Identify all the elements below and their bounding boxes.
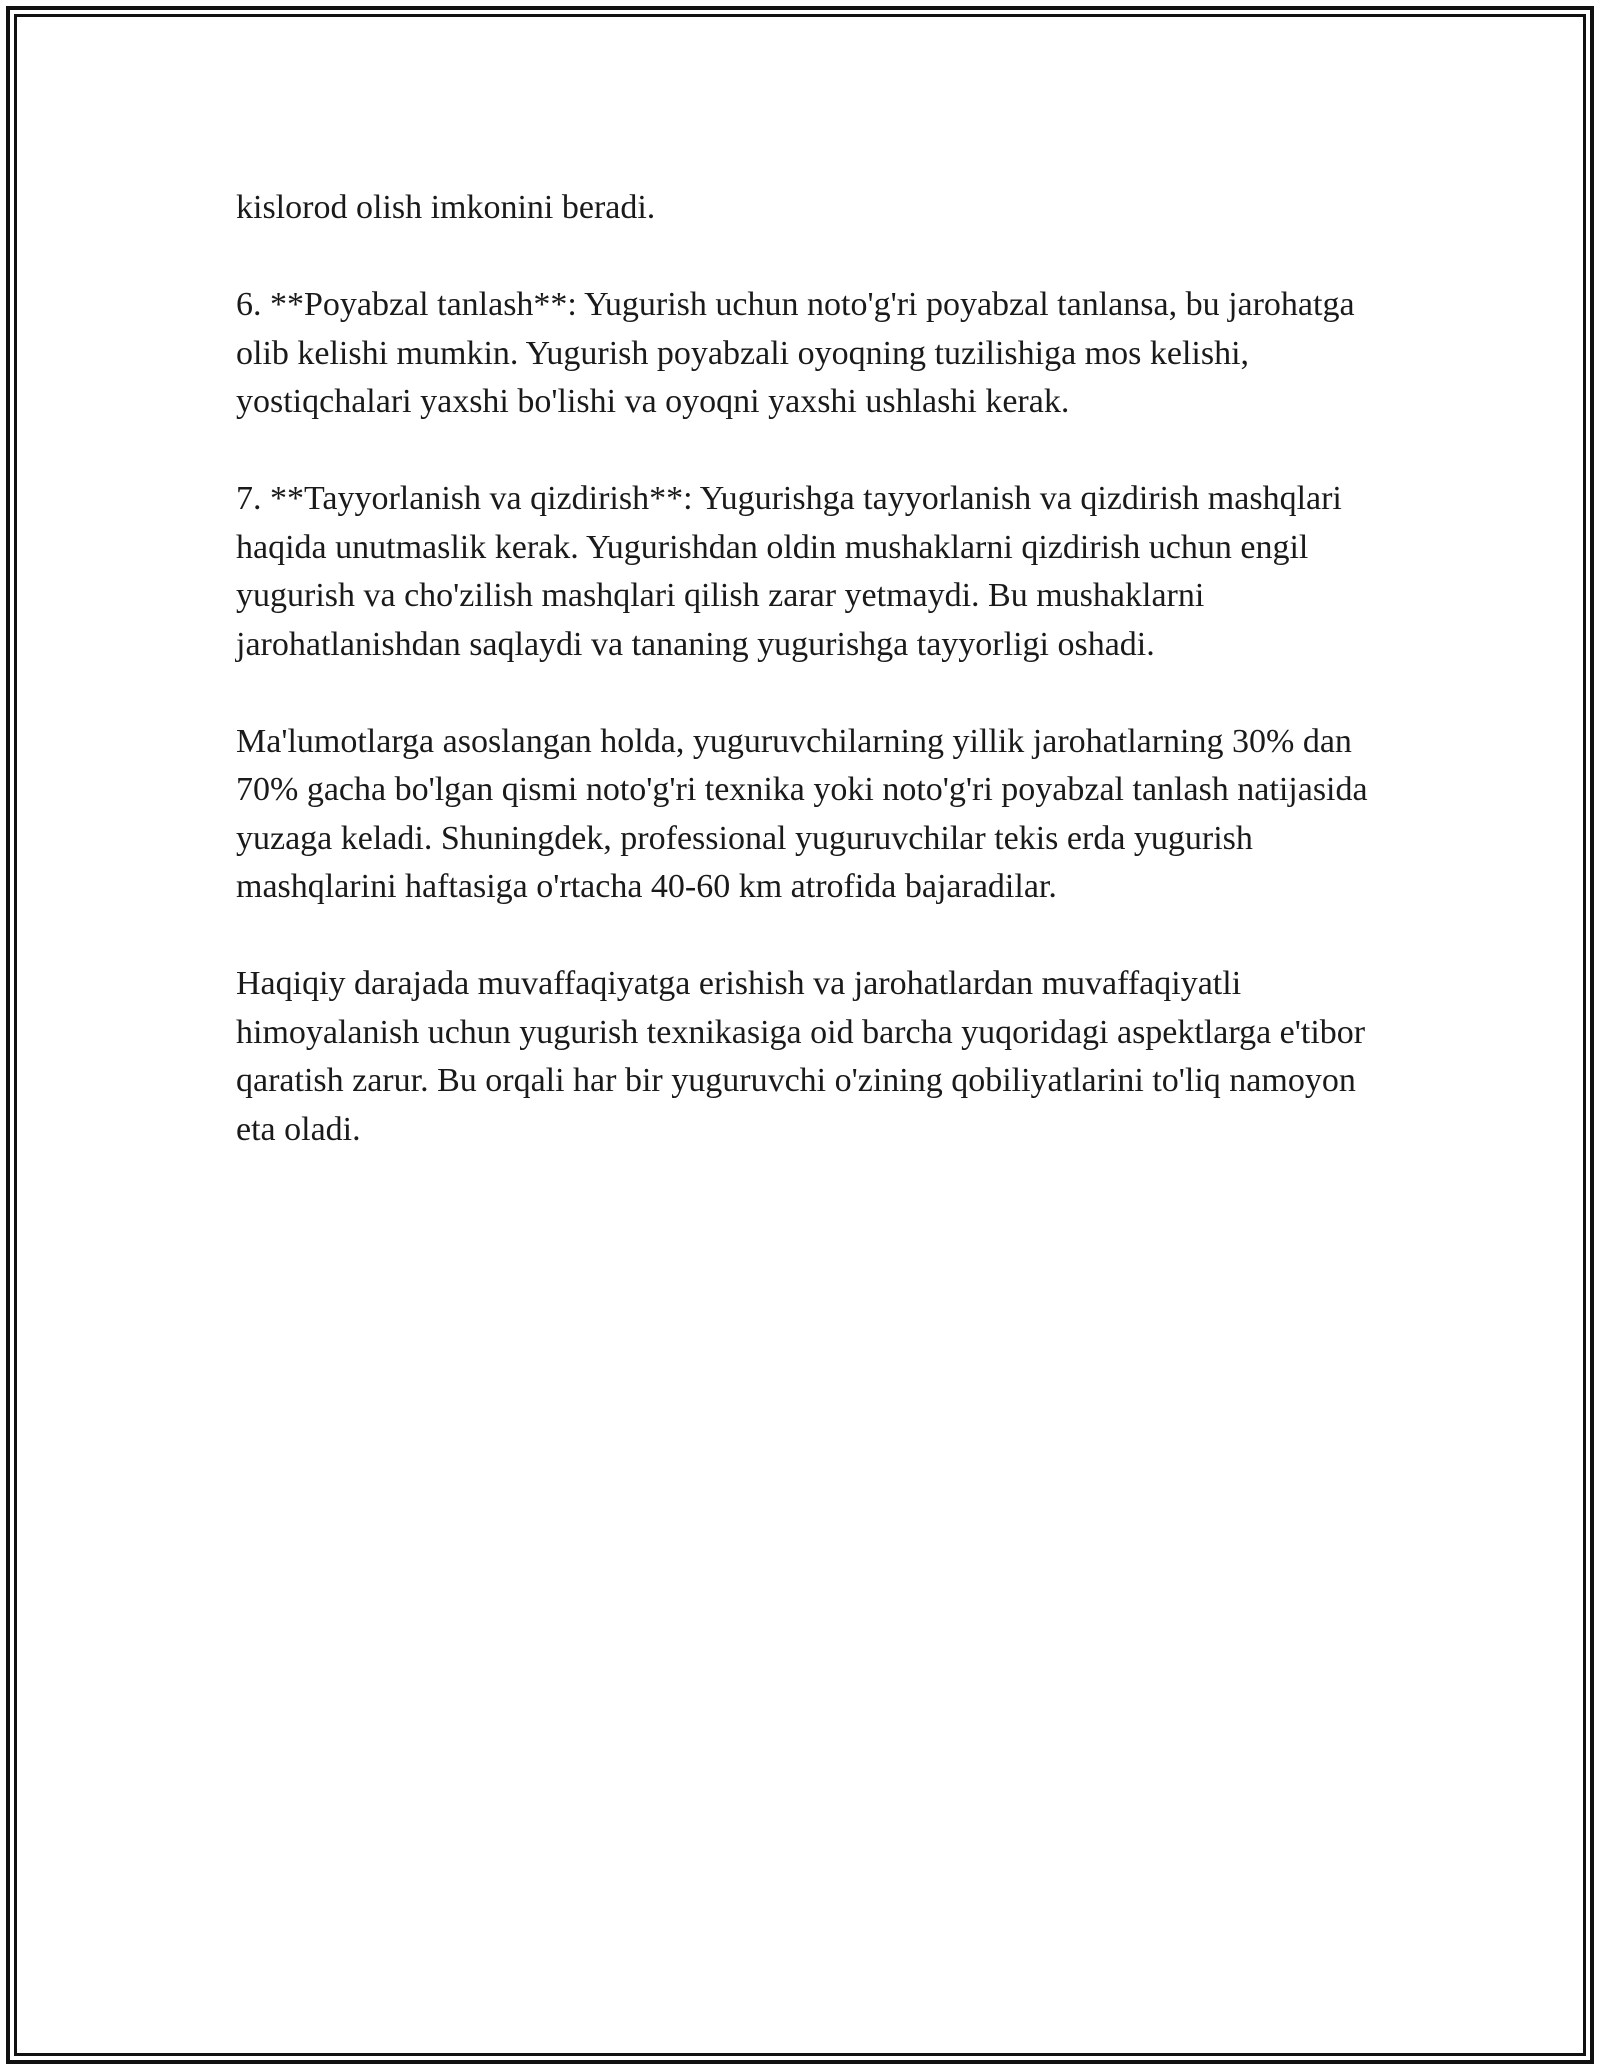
paragraph-conclusion: Haqiqiy darajada muvaffaqiyatga erishish va jarohatlardan muvaffaqiyatli himoyalanish uchun yugurish texnikasiga oid barcha yuqoridagi aspektlarga e'tibor qaratish zarur. Bu orqali har bir yuguruvchi o'zining qobiliyatlarini to'liq namoyon eta oladi.: [236, 965, 1366, 1148]
paragraph-item-6-footwear: 6. **Poyabzal tanlash**: Yugurish uchun noto'g'ri poyabzal tanlansa, bu jarohatga olib kelishi mumkin. Yugurish poyabzali oyoqning tuzilishiga mos kelishi, yostiqchalari yaxshi bo'lishi va oyoqni yaxshi ushlashi kerak.: [236, 286, 1355, 420]
document-body: [236, 184, 1386, 1203]
paragraph-continuation: kislorod olish imkonini beradi.: [236, 189, 656, 226]
paragraph-statistics: Ma'lumotlarga asoslangan holda, yuguruvchilarning yillik jarohatlarning 30% dan 70% gacha bo'lgan qismi noto'g'ri texnika yoki noto'g'ri poyabzal tanlash natijasida yuzaga keladi. Shuningdek, professional yuguruvchilar tekis erda yugurish mashqlarini haftasiga o'rtacha 40-60 km atrofida bajaradilar.: [236, 722, 1368, 905]
paragraph-item-7-warmup: 7. **Tayyorlanish va qizdirish**: Yugurishga tayyorlanish va qizdirish mashqlari haqida unutmaslik kerak. Yugurishdan oldin mushaklarni qizdirish uchun engil yugurish va cho'zilish mashqlari qilish zarar yetmaydi. Bu mushaklarni jarohatlanishdan saqlaydi va tananing yugurishga tayyorligi oshadi.: [236, 480, 1342, 663]
